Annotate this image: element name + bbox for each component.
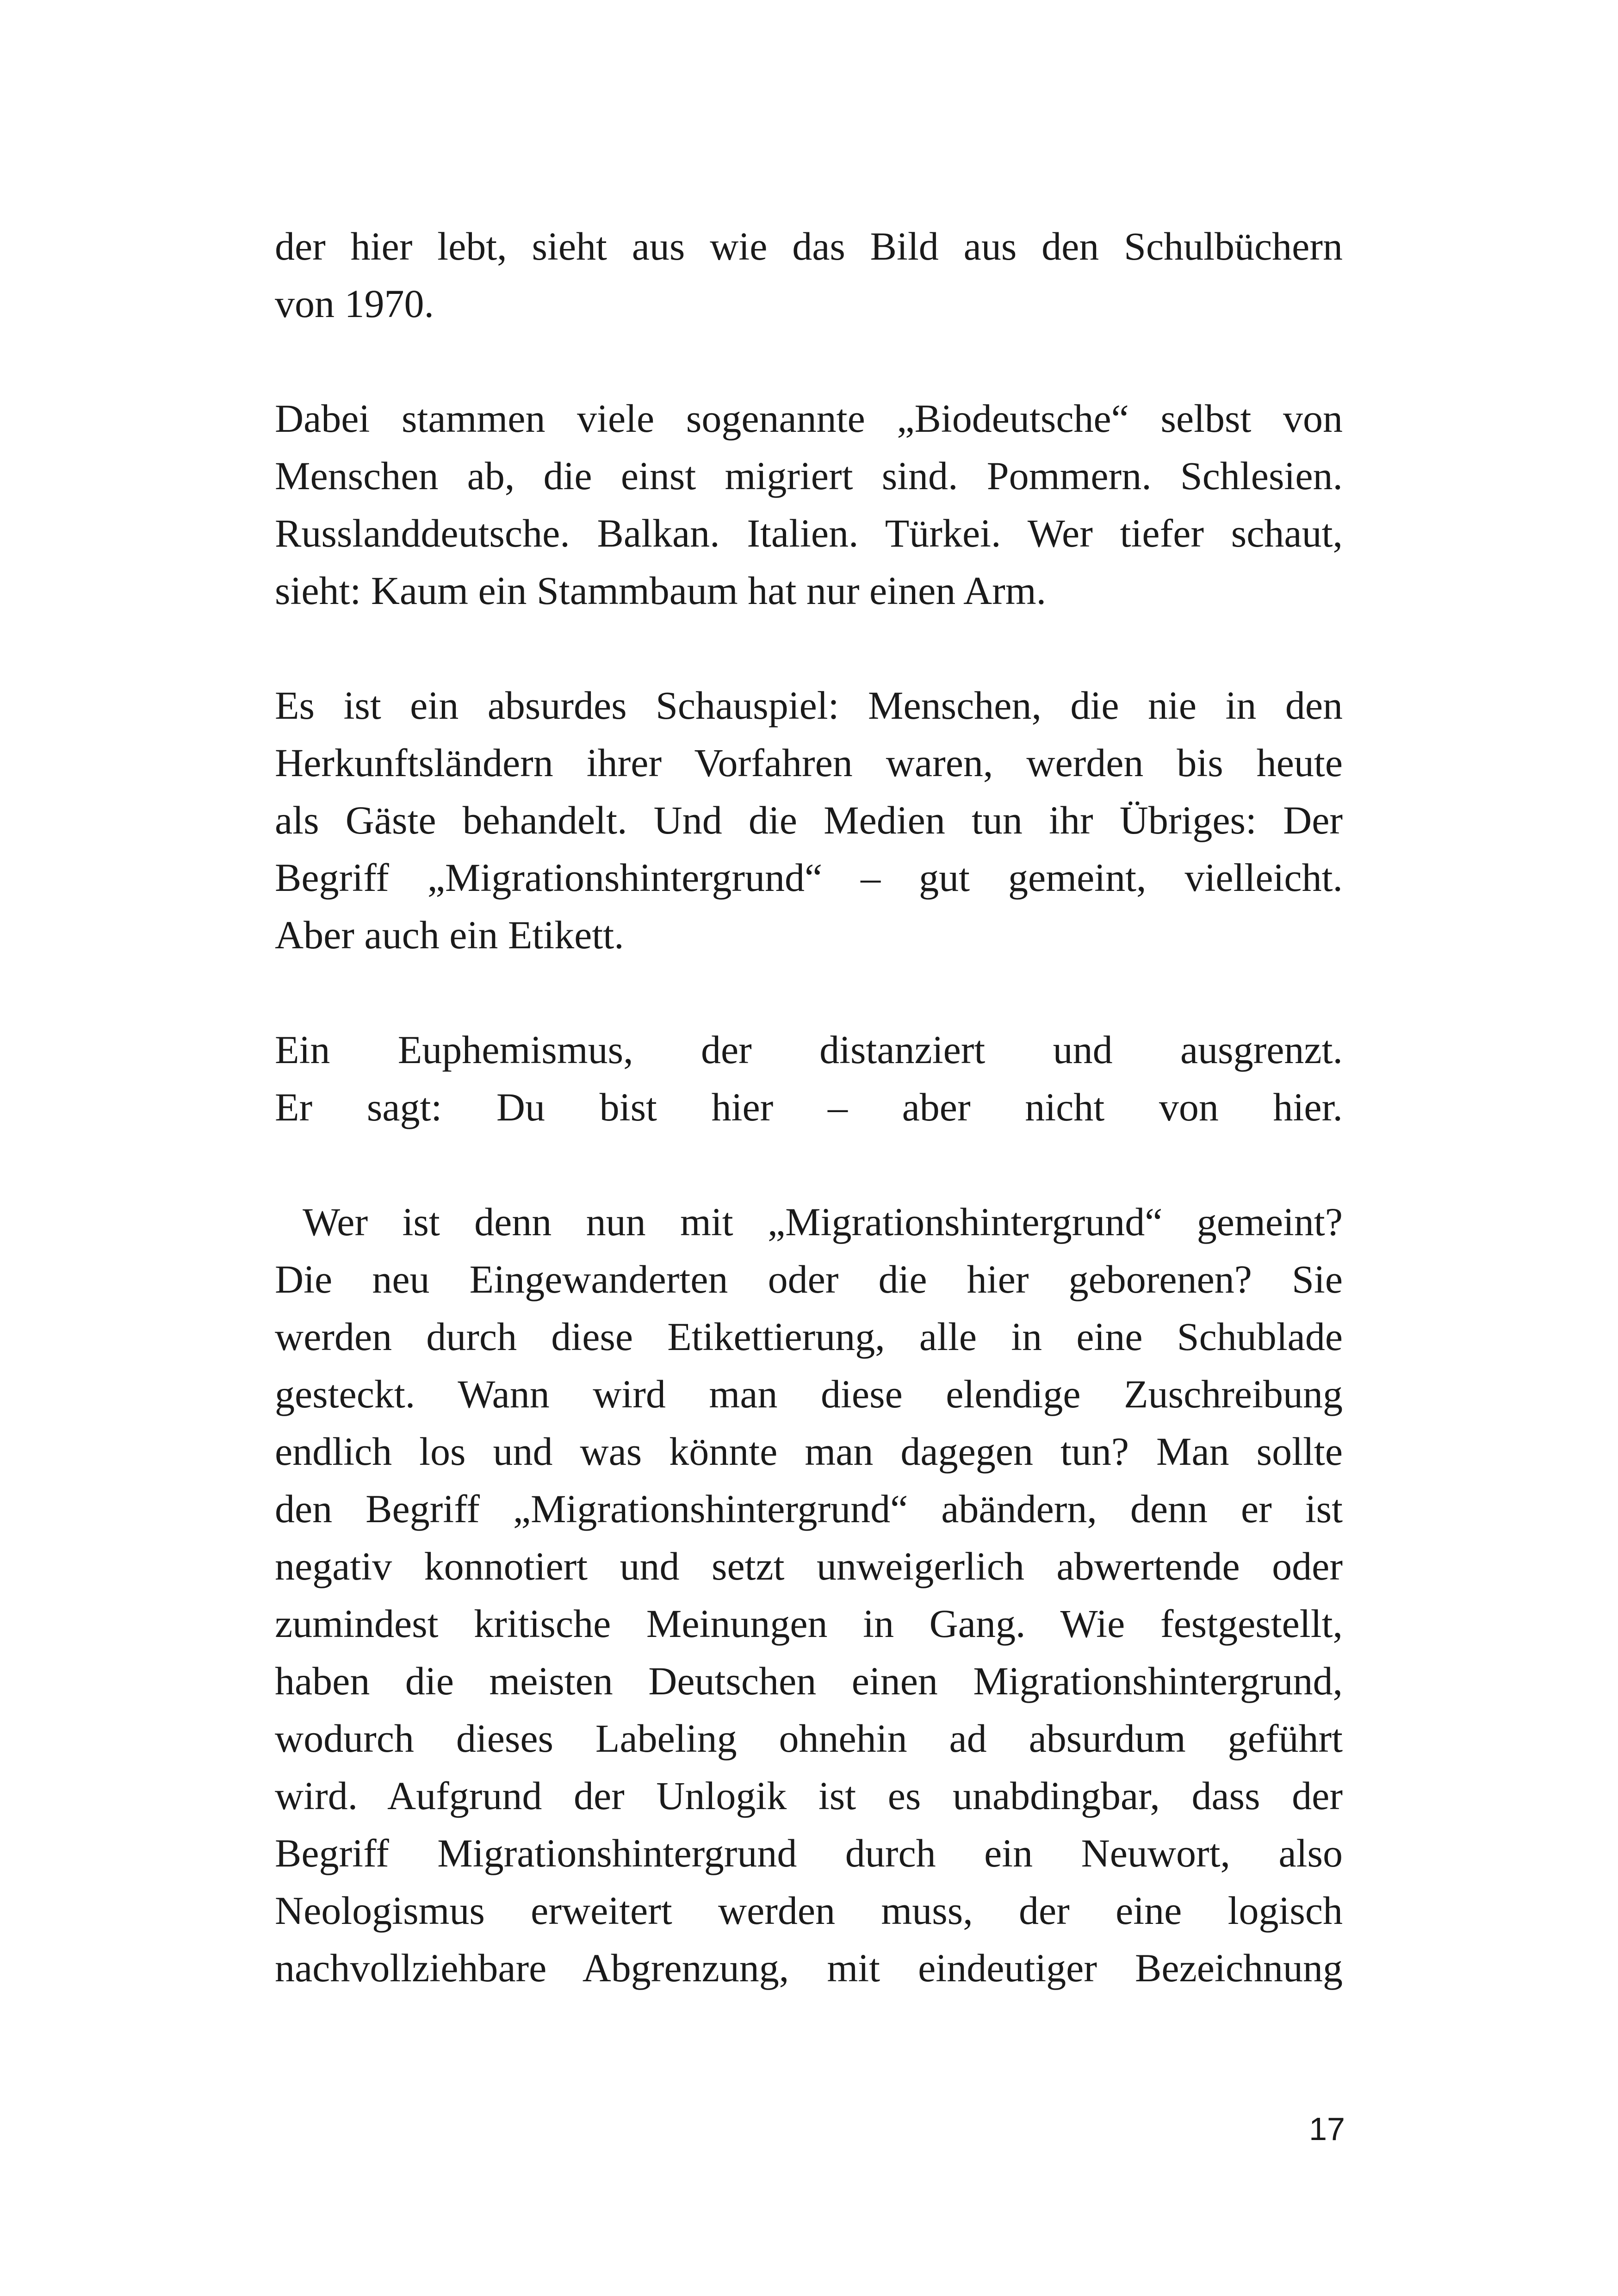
paragraph-2 bbox=[275, 390, 1343, 619]
text-line: endlich los und was könnte man dagegen tun? Man sollte bbox=[275, 1429, 1343, 1474]
text-line: werden durch diese Etikettierung, alle in eine Schublade bbox=[275, 1314, 1343, 1359]
paragraph-5 bbox=[275, 1193, 1343, 1997]
text-line: Menschen ab, die einst migriert sind. Pommern. Schlesien. bbox=[275, 454, 1343, 498]
text-line: Er sagt: Du bist hier – aber nicht von hier. bbox=[275, 1085, 1343, 1129]
text-line: den Begriff „Migrationshintergrund“ abändern, denn er ist bbox=[275, 1487, 1343, 1531]
text-line: Wer ist denn nun mit „Migrationshintergrund“ gemeint? bbox=[303, 1200, 1343, 1244]
text-line: wodurch dieses Labeling ohnehin ad absurdum geführt bbox=[275, 1716, 1343, 1761]
text-line: zumindest kritische Meinungen in Gang. Wie festgestellt, bbox=[275, 1601, 1343, 1646]
paragraph-3 bbox=[275, 677, 1343, 964]
text-line: Dabei stammen viele sogenannte „Biodeutsche“ selbst von bbox=[275, 396, 1343, 441]
text-line: Begriff „Migrationshintergrund“ – gut gemeint, vielleicht. bbox=[275, 855, 1343, 900]
text-line: wird. Aufgrund der Unlogik ist es unabdingbar, dass der bbox=[275, 1773, 1343, 1818]
text-line: nachvollziehbare Abgrenzung, mit eindeutiger Bezeichnung bbox=[275, 1946, 1343, 1990]
text-line: Neologismus erweitert werden muss, der eine logisch bbox=[275, 1888, 1343, 1933]
text-line: gesteckt. Wann wird man diese elendige Zuschreibung bbox=[275, 1372, 1343, 1416]
text-line: haben die meisten Deutschen einen Migrationshintergrund, bbox=[275, 1659, 1343, 1703]
text-line: Russlanddeutsche. Balkan. Italien. Türkei. Wer tiefer schaut, bbox=[275, 511, 1343, 555]
paragraph-4 bbox=[275, 1021, 1343, 1136]
text-line: Begriff Migrationshintergrund durch ein Neuwort, also bbox=[275, 1831, 1343, 1875]
text-line: der hier lebt, sieht aus wie das Bild aus den Schulbüchern bbox=[275, 224, 1343, 268]
page-number: 17 bbox=[1309, 2111, 1345, 2147]
text-line: als Gäste behandelt. Und die Medien tun ihr Übriges: Der bbox=[275, 798, 1343, 842]
text-line: Aber auch ein Etikett. bbox=[275, 913, 624, 957]
text-line: Die neu Eingewanderten oder die hier geborenen? Sie bbox=[275, 1257, 1343, 1301]
paragraph-1 bbox=[275, 218, 1343, 332]
text-line: sieht: Kaum ein Stammbaum hat nur einen Arm. bbox=[275, 568, 1047, 613]
text-line: negativ konnotiert und setzt unweigerlich abwertende oder bbox=[275, 1544, 1343, 1588]
text-line: Herkunftsländern ihrer Vorfahren waren, werden bis heute bbox=[275, 740, 1343, 785]
text-line: Ein Euphemismus, der distanziert und ausgrenzt. bbox=[275, 1027, 1343, 1072]
text-line: Es ist ein absurdes Schauspiel: Menschen, die nie in den bbox=[275, 683, 1343, 728]
body-text bbox=[275, 218, 1343, 2054]
text-line: von 1970. bbox=[275, 281, 434, 326]
